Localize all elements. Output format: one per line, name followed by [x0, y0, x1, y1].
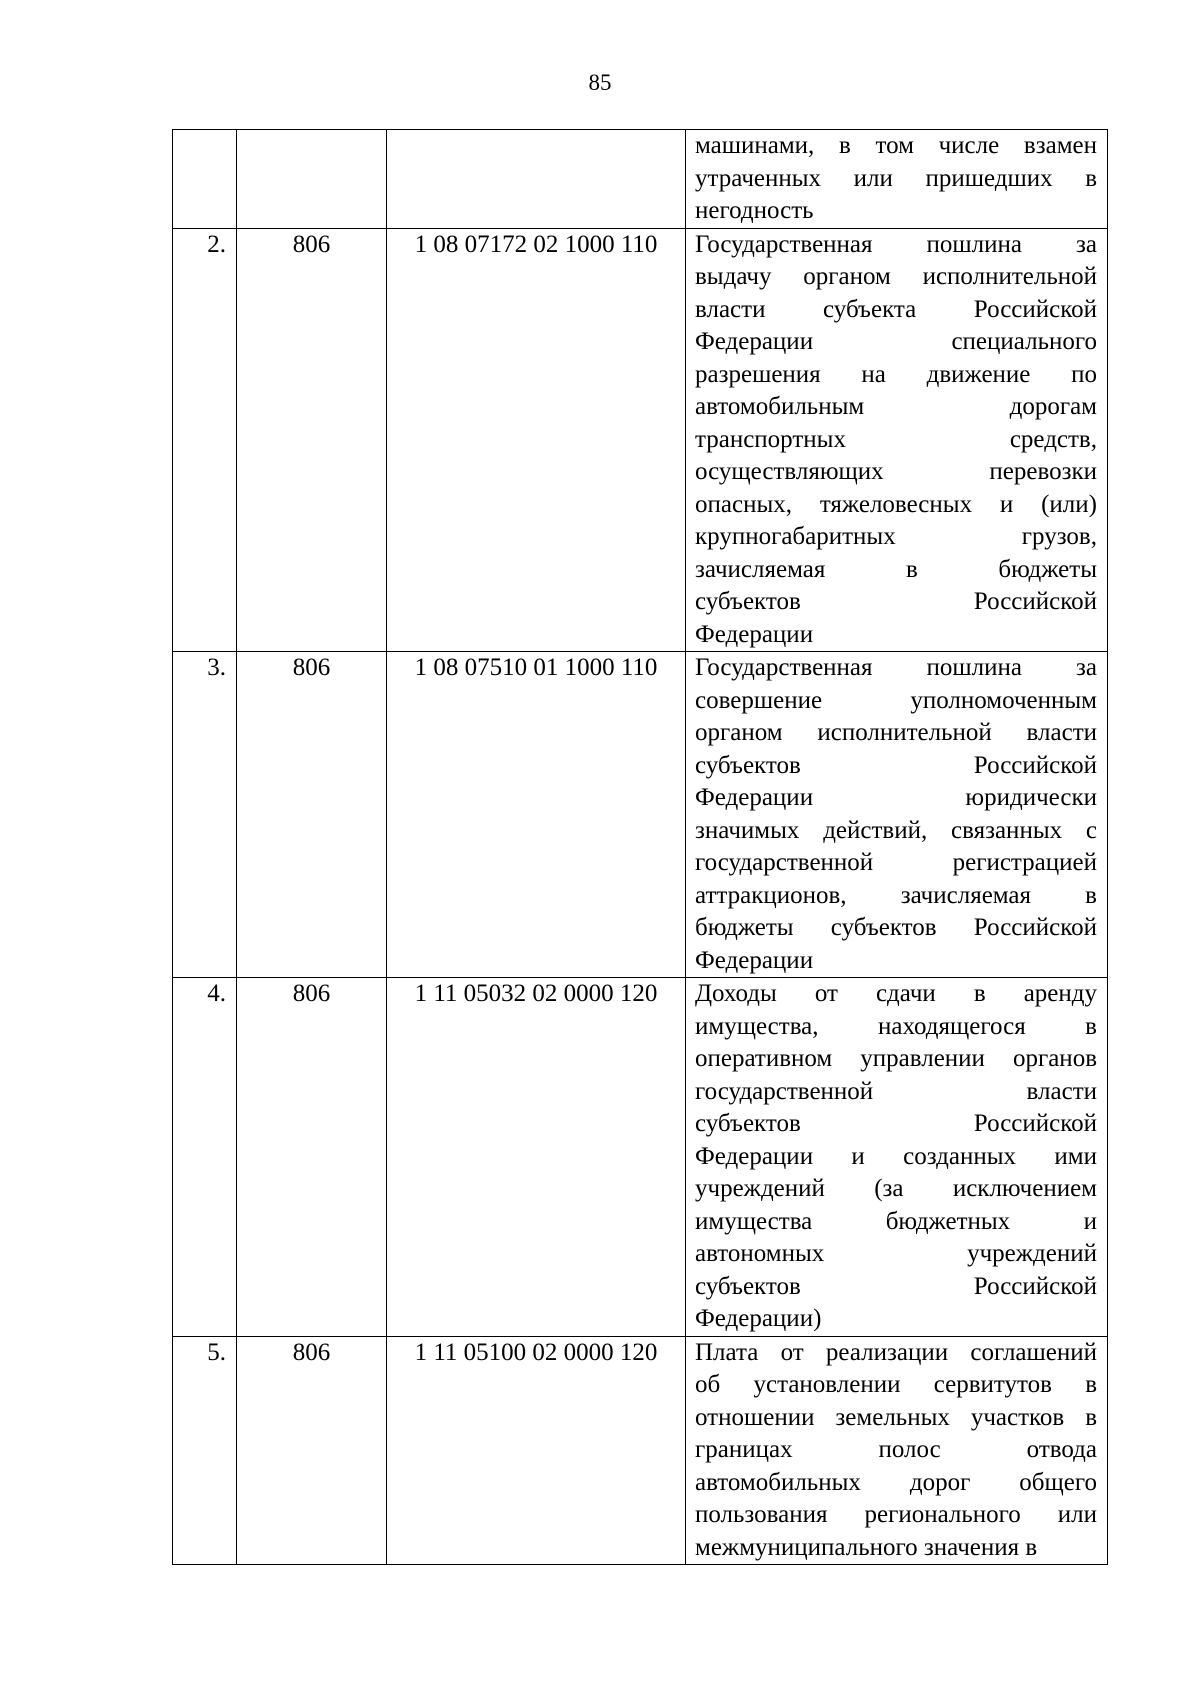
description-line: бюджеты субъектов Российской — [695, 914, 1097, 941]
description-cell — [686, 1336, 1108, 1565]
description-line: субъектов Российской — [695, 751, 1097, 779]
description-line: утраченных или пришедших в — [695, 164, 1097, 192]
admin-code-cell: 806 — [237, 1336, 387, 1565]
table-row — [173, 1336, 1108, 1565]
description-line: негодность — [695, 197, 814, 224]
description-cell — [686, 652, 1108, 978]
table-row — [173, 228, 1108, 652]
description-line: Федерации) — [695, 1305, 822, 1332]
budget-code-cell: 1 11 05100 02 0000 120 — [387, 1336, 686, 1565]
description-line: значимых действий, связанных с — [695, 816, 1097, 844]
description-line: границах полос отвода — [695, 1436, 1097, 1463]
admin-code-cell: 806 — [237, 228, 387, 652]
description-line: государственной регистрацией — [695, 849, 1097, 876]
description-line: Государственная пошлина за — [695, 654, 1097, 681]
description-line: машинами, в том числе взамен — [695, 132, 1097, 159]
description-line: Плата от реализации соглашений — [695, 1338, 1097, 1366]
description-line: субъектов Российской — [695, 1110, 1097, 1137]
description-line: власти субъекта Российской — [695, 295, 1097, 323]
admin-code-cell: 806 — [237, 978, 387, 1337]
description-line: транспортных средств, — [695, 425, 1097, 453]
row-number-cell — [173, 130, 237, 229]
table-row — [173, 652, 1108, 978]
table-row — [173, 978, 1108, 1337]
description-line: имущества, находящегося в — [695, 1012, 1097, 1040]
description-line: опасных, тяжеловесных и (или) — [695, 490, 1097, 518]
description-line: отношении земельных участков в — [695, 1403, 1097, 1431]
description-line: осуществляющих перевозки — [695, 458, 1097, 485]
description-line: Федерации и созданных ими — [695, 1142, 1097, 1170]
description-line: оперативном управлении органов — [695, 1045, 1097, 1072]
description-line: разрешения на движение по — [695, 360, 1097, 388]
table-row — [173, 130, 1108, 229]
description-line: автомобильным дорогам — [695, 393, 1097, 420]
description-line: Федерации — [695, 946, 814, 974]
description-line: аттракционов, зачисляемая в — [695, 881, 1097, 909]
description-line: субъектов Российской — [695, 1272, 1097, 1300]
description-cell — [686, 978, 1108, 1337]
description-line: пользования регионального или — [695, 1501, 1097, 1528]
description-line: имущества бюджетных и — [695, 1207, 1097, 1235]
budget-code-cell: 1 08 07172 02 1000 110 — [387, 228, 686, 652]
budget-code-cell: 1 11 05032 02 0000 120 — [387, 978, 686, 1337]
row-number-cell: 4. — [173, 978, 237, 1337]
row-number-cell: 5. — [173, 1336, 237, 1565]
description-line: межмуниципального значения в — [695, 1533, 1038, 1561]
description-cell — [686, 130, 1108, 229]
description-line: Федерации — [695, 620, 814, 648]
row-number-cell: 2. — [173, 228, 237, 652]
budget-code-cell — [387, 130, 686, 229]
admin-code-cell: 806 — [237, 652, 387, 978]
description-line: совершение уполномоченным — [695, 686, 1097, 714]
description-line: государственной власти — [695, 1077, 1097, 1105]
description-line: органом исполнительной власти — [695, 719, 1097, 746]
description-line: Доходы от сдачи в аренду — [695, 980, 1097, 1007]
description-line: Федерации юридически — [695, 784, 1097, 811]
budget-code-cell: 1 08 07510 01 1000 110 — [387, 652, 686, 978]
row-number-cell: 3. — [173, 652, 237, 978]
description-line: автономных учреждений — [695, 1240, 1097, 1267]
page-number: 85 — [588, 70, 612, 95]
description-line: субъектов Российской — [695, 588, 1097, 615]
description-line: об установлении сервитутов в — [695, 1371, 1097, 1398]
description-line: автомобильных дорог общего — [695, 1468, 1097, 1496]
description-line: крупногабаритных грузов, — [695, 523, 1097, 550]
description-line: учреждений (за исключением — [695, 1175, 1097, 1202]
admin-code-cell — [237, 130, 387, 229]
description-line: зачисляемая в бюджеты — [695, 555, 1097, 583]
description-line: Государственная пошлина за — [695, 230, 1097, 258]
budget-codes-table — [172, 129, 1108, 1565]
description-line: выдачу органом исполнительной — [695, 263, 1097, 290]
description-cell — [686, 228, 1108, 652]
description-line: Федерации специального — [695, 328, 1097, 355]
